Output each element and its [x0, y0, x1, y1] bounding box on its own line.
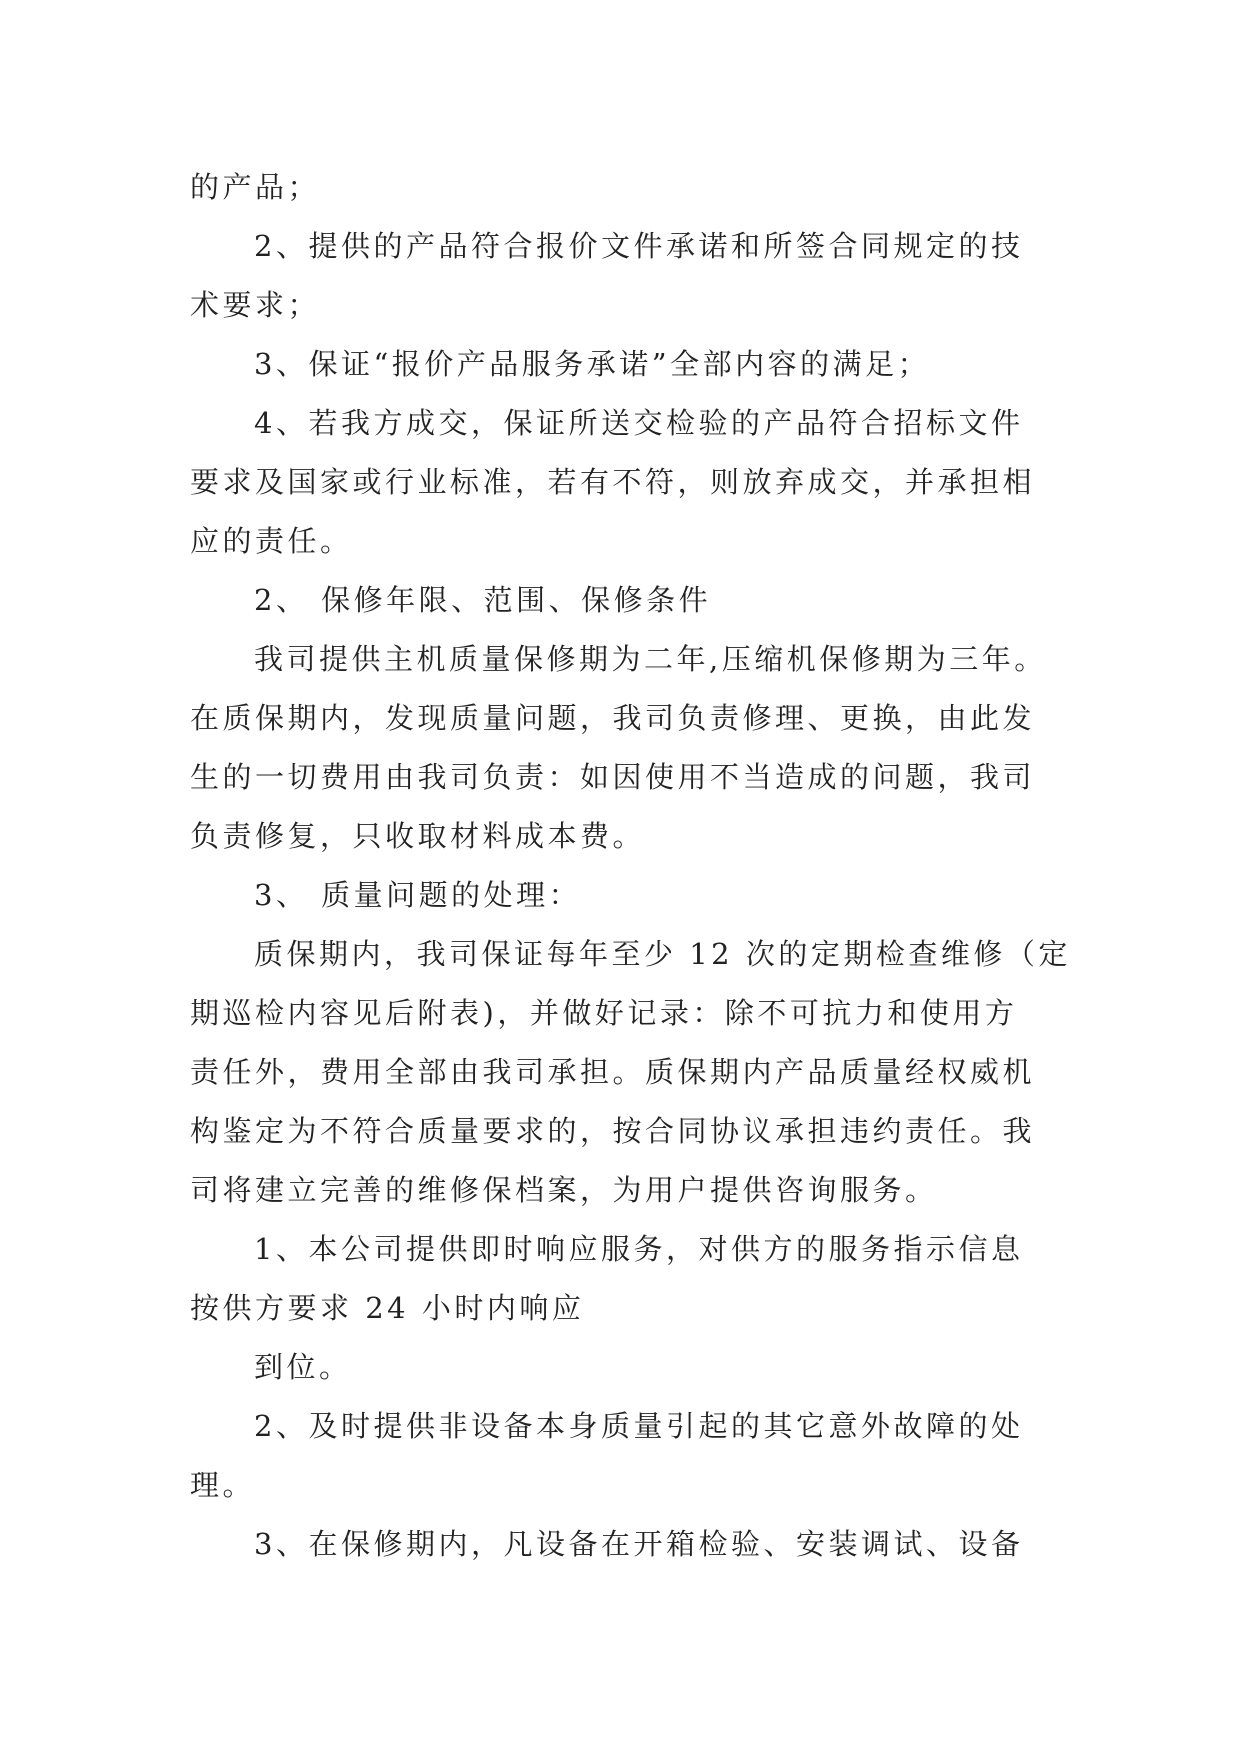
- section-heading-warranty: 2、 保修年限、范围、保修条件: [254, 583, 712, 617]
- text-line-21: 到位。: [254, 1350, 352, 1384]
- text-line-5: 4、若我方成交，保证所送交检验的产品符合招标文件: [254, 406, 1024, 440]
- text-line-19: 1、本公司提供即时响应服务，对供方的服务指示信息: [254, 1232, 1024, 1266]
- text-line-2: 2、提供的产品符合报价文件承诺和所签合同规定的技: [254, 229, 1024, 263]
- text-line-4: 3、保证“报价产品服务承诺”全部内容的满足；: [254, 347, 931, 381]
- text-line-24: 3、在保修期内，凡设备在开箱检验、安装调试、设备: [254, 1527, 1024, 1561]
- text-line-16: 责任外，费用全部由我司承担。质保期内产品质量经权威机: [190, 1055, 1036, 1089]
- text-line-12: 负责修复，只收取材料成本费。: [190, 819, 646, 853]
- text-line-17: 构鉴定为不符合质量要求的，按合同协议承担违约责任。我: [190, 1114, 1036, 1148]
- text-line-9: 我司提供主机质量保修期为二年,压缩机保修期为三年。: [254, 642, 1047, 676]
- text-line-20: 按供方要求 24 小时内响应: [190, 1291, 585, 1325]
- text-line-6: 要求及国家或行业标准，若有不符，则放弃成交，并承担相: [190, 465, 1036, 499]
- text-line-15: 期巡检内容见后附表)，并做好记录：除不可抗力和使用方: [190, 996, 1018, 1030]
- document-body: [190, 158, 1071, 1574]
- text-line-22: 2、及时提供非设备本身质量引起的其它意外故障的处: [254, 1409, 1024, 1443]
- text-line-3: 术要求；: [190, 288, 321, 322]
- text-line-18: 司将建立完善的维修保档案，为用户提供咨询服务。: [190, 1173, 938, 1207]
- text-line-10: 在质保期内，发现质量问题，我司负责修理、更换，由此发: [190, 701, 1036, 735]
- text-line-14: 质保期内，我司保证每年至少 12 次的定期检查维修（定: [254, 937, 1071, 971]
- text-line-11: 生的一切费用由我司负责：如因使用不当造成的问题，我司: [190, 760, 1036, 794]
- section-heading-quality: 3、 质量问题的处理：: [254, 878, 582, 912]
- text-line-7: 应的责任。: [190, 524, 353, 558]
- text-line-1: 的产品；: [190, 170, 321, 204]
- text-line-23: 理。: [190, 1468, 256, 1502]
